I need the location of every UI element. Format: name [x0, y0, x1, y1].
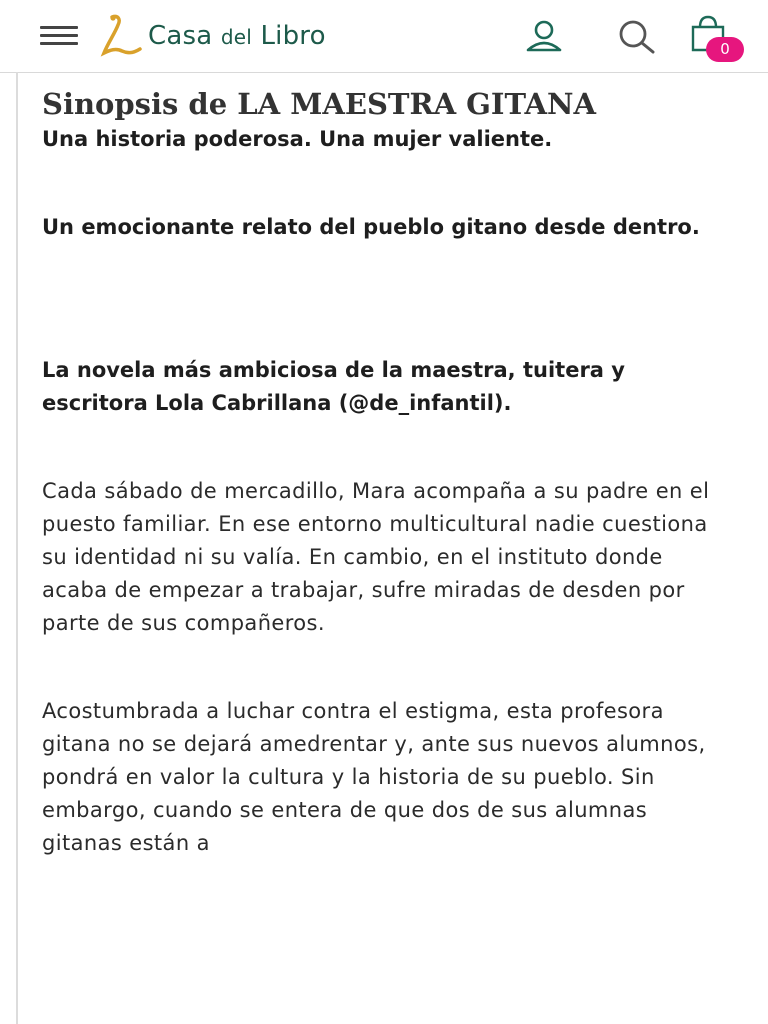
brand-name	[148, 21, 326, 51]
top-header	[0, 0, 768, 73]
synopsis-subtitle: Un emocionante relato del pueblo gitano desde dentro.	[42, 215, 700, 239]
synopsis-title: Sinopsis de LA MAESTRA GITANA	[42, 87, 597, 121]
brand-libro: Libro	[260, 21, 326, 51]
brand-main: Casa	[148, 21, 213, 51]
synopsis-paragraph-1: Cada sábado de mercadillo, Mara acompaña a su padre en el puesto familiar. En ese entorno multicultural nadie cuestiona su identidad ni su valía. En cambio, en el instituto donde acaba de empezar a trabajar, sufre miradas de desden por parte de sus compañeros.	[42, 479, 710, 635]
search-icon[interactable]	[614, 14, 658, 58]
logo[interactable]	[96, 12, 326, 60]
synopsis-section	[42, 84, 732, 860]
cart-count-badge[interactable]: 0	[706, 37, 744, 62]
logo-l-icon	[96, 13, 146, 59]
user-icon[interactable]	[522, 14, 566, 58]
left-divider	[16, 72, 18, 1024]
brand-del: del	[220, 25, 253, 49]
synopsis-tagline: Una historia poderosa. Una mujer valiente.	[42, 127, 553, 151]
synopsis-paragraph-2: Acostumbrada a luchar contra el estigma, esta profesora gitana no se dejará amedrentar y, ante sus nuevos alumnos, pondrá en valor la cultura y la historia de su pueblo. Sin embargo, cuando se entera de que dos de sus alumnas gitanas están a	[42, 699, 706, 855]
synopsis-highlight: La novela más ambiciosa de la maestra, tuitera y escritora Lola Cabrillana (@de_infantil).	[42, 358, 625, 415]
hamburger-menu-icon[interactable]	[40, 26, 78, 46]
